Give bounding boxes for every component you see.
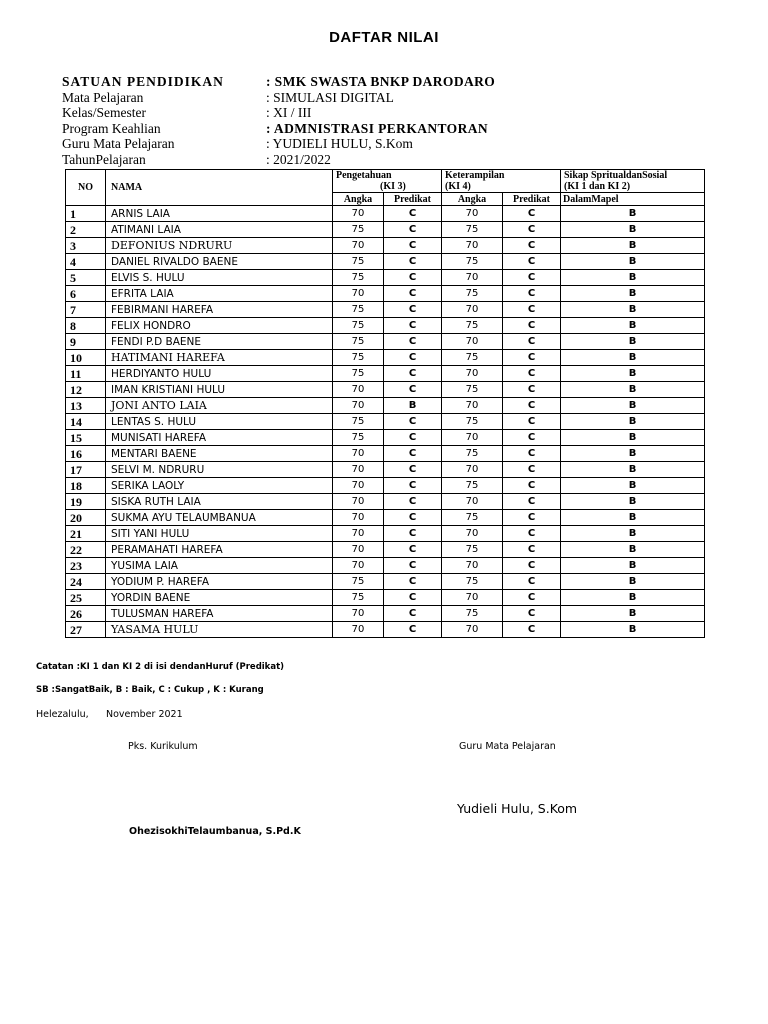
cell-keterampilan-angka: 75 [442,574,503,590]
cell-no: 8 [66,318,106,334]
note-legend: SB :SangatBaik, B : Baik, C : Cukup , K : Kurang [36,685,264,695]
cell-keterampilan-predikat: C [503,398,561,414]
table-row [66,414,705,430]
cell-no: 19 [66,494,106,510]
cell-sikap-predikat: B [561,414,705,430]
table-row [66,302,705,318]
cell-nama: MUNISATI HAREFA [106,430,333,446]
cell-no: 6 [66,286,106,302]
cell-pengetahuan-predikat: C [384,558,442,574]
info-row-satuan-pendidikan [62,74,495,90]
cell-sikap-predikat: B [561,270,705,286]
cell-sikap-predikat: B [561,398,705,414]
cell-pengetahuan-angka: 70 [333,606,384,622]
cell-keterampilan-predikat: C [503,334,561,350]
table-row [66,366,705,382]
cell-nama: ELVIS S. HULU [106,270,333,286]
cell-pengetahuan-angka: 70 [333,206,384,222]
sikap-label: Sikap SpritualdanSosial [564,170,668,181]
cell-keterampilan-angka: 70 [442,526,503,542]
cell-nama: PERAMAHATI HAREFA [106,542,333,558]
cell-pengetahuan-angka: 75 [333,574,384,590]
cell-pengetahuan-predikat: C [384,478,442,494]
cell-pengetahuan-angka: 75 [333,254,384,270]
cell-pengetahuan-angka: 70 [333,526,384,542]
cell-pengetahuan-predikat: C [384,414,442,430]
signing-place: Helezalulu, [36,709,89,720]
cell-pengetahuan-predikat: C [384,446,442,462]
cell-keterampilan-predikat: C [503,574,561,590]
cell-pengetahuan-angka: 75 [333,350,384,366]
cell-keterampilan-predikat: C [503,558,561,574]
col-header-pengetahuan [333,170,442,193]
cell-sikap-predikat: B [561,382,705,398]
cell-no: 18 [66,478,106,494]
cell-sikap-predikat: B [561,286,705,302]
cell-sikap-predikat: B [561,334,705,350]
cell-keterampilan-predikat: C [503,462,561,478]
cell-pengetahuan-angka: 75 [333,366,384,382]
table-row [66,526,705,542]
cell-keterampilan-predikat: C [503,590,561,606]
cell-pengetahuan-predikat: C [384,318,442,334]
info-label: SATUAN PENDIDIKAN [62,74,224,89]
cell-keterampilan-angka: 70 [442,558,503,574]
cell-no: 26 [66,606,106,622]
table-row [66,318,705,334]
table-row [66,350,705,366]
cell-nama: YORDIN BAENE [106,590,333,606]
cell-sikap-predikat: B [561,318,705,334]
left-signatory-title: Pks. Kurikulum [128,741,198,752]
cell-keterampilan-predikat: C [503,414,561,430]
col-header-no: NO [66,170,106,206]
cell-keterampilan-angka: 75 [442,222,503,238]
cell-pengetahuan-angka: 70 [333,558,384,574]
cell-no: 9 [66,334,106,350]
info-label: Program Keahlian [62,120,161,136]
cell-no: 1 [66,206,106,222]
cell-sikap-predikat: B [561,494,705,510]
cell-sikap-predikat: B [561,430,705,446]
info-value: : SIMULASI DIGITAL [266,89,394,105]
cell-sikap-predikat: B [561,222,705,238]
cell-sikap-predikat: B [561,606,705,622]
info-value: : YUDIELI HULU, S.Kom [266,136,413,151]
table-row [66,382,705,398]
cell-nama: IMAN KRISTIANI HULU [106,382,333,398]
cell-pengetahuan-predikat: C [384,222,442,238]
cell-nama: TULUSMAN HAREFA [106,606,333,622]
cell-pengetahuan-predikat: C [384,238,442,254]
cell-no: 27 [66,622,106,638]
note-catatan: Catatan :KI 1 dan KI 2 di isi dendanHuruf (Predikat) [36,662,285,672]
cell-pengetahuan-angka: 70 [333,494,384,510]
cell-no: 7 [66,302,106,318]
cell-nama: DANIEL RIVALDO BAENE [106,254,333,270]
cell-pengetahuan-angka: 75 [333,302,384,318]
cell-keterampilan-angka: 75 [442,542,503,558]
cell-nama: SITI YANI HULU [106,526,333,542]
cell-pengetahuan-predikat: C [384,542,442,558]
table-row [66,590,705,606]
cell-sikap-predikat: B [561,590,705,606]
cell-pengetahuan-predikat: C [384,590,442,606]
cell-pengetahuan-predikat: C [384,270,442,286]
school-info-block [62,74,495,167]
signing-date: November 2021 [106,709,183,720]
cell-no: 5 [66,270,106,286]
cell-nama: YASAMA HULU [106,622,333,638]
cell-no: 15 [66,430,106,446]
info-row-mata-pelajaran [62,90,495,106]
cell-pengetahuan-predikat: C [384,302,442,318]
cell-sikap-predikat: B [561,238,705,254]
cell-keterampilan-angka: 75 [442,510,503,526]
table-row [66,622,705,638]
table-row [66,478,705,494]
grades-table-body [66,206,705,638]
cell-nama: FELIX HONDRO [106,318,333,334]
cell-pengetahuan-angka: 70 [333,382,384,398]
cell-keterampilan-angka: 70 [442,494,503,510]
col-header-sikap [561,170,705,193]
table-row [66,510,705,526]
cell-nama: SUKMA AYU TELAUMBANUA [106,510,333,526]
cell-keterampilan-predikat: C [503,270,561,286]
cell-keterampilan-angka: 75 [442,478,503,494]
cell-keterampilan-angka: 75 [442,382,503,398]
table-row [66,222,705,238]
cell-keterampilan-angka: 70 [442,398,503,414]
cell-no: 22 [66,542,106,558]
cell-pengetahuan-predikat: C [384,254,442,270]
cell-keterampilan-angka: 75 [442,286,503,302]
cell-keterampilan-predikat: C [503,206,561,222]
info-row-tahun-pelajaran [62,152,495,168]
sub-header-angka: Angka [333,193,384,206]
cell-keterampilan-predikat: C [503,446,561,462]
cell-pengetahuan-angka: 70 [333,238,384,254]
cell-keterampilan-predikat: C [503,606,561,622]
cell-keterampilan-angka: 75 [442,254,503,270]
cell-pengetahuan-predikat: C [384,574,442,590]
cell-nama: EFRITA LAIA [106,286,333,302]
table-row [66,286,705,302]
cell-pengetahuan-predikat: C [384,366,442,382]
cell-keterampilan-angka: 70 [442,238,503,254]
cell-no: 20 [66,510,106,526]
sub-header-predikat: Predikat [503,193,561,206]
cell-nama: SELVI M. NDRURU [106,462,333,478]
cell-nama: ARNIS LAIA [106,206,333,222]
cell-pengetahuan-angka: 70 [333,622,384,638]
table-row [66,238,705,254]
cell-nama: SERIKA LAOLY [106,478,333,494]
cell-sikap-predikat: B [561,478,705,494]
cell-sikap-predikat: B [561,206,705,222]
info-row-kelas-semester [62,105,495,121]
table-row [66,462,705,478]
cell-pengetahuan-angka: 70 [333,446,384,462]
cell-nama: DEFONIUS NDRURU [106,238,333,254]
cell-sikap-predikat: B [561,574,705,590]
cell-no: 17 [66,462,106,478]
cell-keterampilan-predikat: C [503,222,561,238]
cell-keterampilan-angka: 75 [442,446,503,462]
info-label: Mata Pelajaran [62,89,144,105]
col-header-nama: NAMA [106,170,333,206]
table-row [66,574,705,590]
cell-keterampilan-predikat: C [503,286,561,302]
info-value: : SMK SWASTA BNKP DARODARO [266,74,496,89]
table-row [66,430,705,446]
cell-nama: FENDI P.D BAENE [106,334,333,350]
right-signatory-name: Yudieli Hulu, S.Kom [457,801,578,816]
cell-pengetahuan-angka: 70 [333,510,384,526]
cell-no: 25 [66,590,106,606]
cell-pengetahuan-predikat: C [384,350,442,366]
cell-pengetahuan-predikat: C [384,526,442,542]
cell-no: 3 [66,238,106,254]
table-row [66,446,705,462]
cell-nama: FEBIRMANI HAREFA [106,302,333,318]
info-row-program-keahlian [62,121,495,137]
info-row-guru-mata-pelajaran [62,136,495,152]
cell-keterampilan-angka: 70 [442,302,503,318]
cell-pengetahuan-angka: 70 [333,462,384,478]
cell-keterampilan-predikat: C [503,430,561,446]
cell-keterampilan-predikat: C [503,254,561,270]
cell-sikap-predikat: B [561,558,705,574]
cell-keterampilan-angka: 75 [442,414,503,430]
cell-pengetahuan-predikat: C [384,494,442,510]
cell-keterampilan-angka: 70 [442,366,503,382]
table-row [66,494,705,510]
grades-table [65,169,705,638]
cell-keterampilan-predikat: C [503,526,561,542]
cell-no: 2 [66,222,106,238]
cell-no: 16 [66,446,106,462]
cell-keterampilan-angka: 75 [442,350,503,366]
cell-keterampilan-predikat: C [503,318,561,334]
cell-pengetahuan-angka: 75 [333,270,384,286]
cell-pengetahuan-angka: 70 [333,478,384,494]
cell-keterampilan-predikat: C [503,366,561,382]
cell-nama: JONI ANTO LAIA [106,398,333,414]
cell-sikap-predikat: B [561,302,705,318]
cell-keterampilan-angka: 70 [442,462,503,478]
cell-no: 10 [66,350,106,366]
cell-no: 11 [66,366,106,382]
table-row [66,542,705,558]
cell-pengetahuan-predikat: C [384,206,442,222]
cell-keterampilan-predikat: C [503,382,561,398]
cell-sikap-predikat: B [561,622,705,638]
cell-pengetahuan-angka: 75 [333,590,384,606]
cell-pengetahuan-predikat: C [384,606,442,622]
info-value: : XI / III [266,105,312,120]
cell-keterampilan-predikat: C [503,542,561,558]
cell-keterampilan-predikat: C [503,350,561,366]
table-row [66,254,705,270]
cell-no: 23 [66,558,106,574]
info-label: Guru Mata Pelajaran [62,136,175,151]
cell-nama: HERDIYANTO HULU [106,366,333,382]
left-signatory-name: OhezisokhiTelaumbanua, S.Pd.K [129,826,301,837]
cell-pengetahuan-angka: 70 [333,398,384,414]
cell-keterampilan-predikat: C [503,238,561,254]
cell-pengetahuan-predikat: C [384,430,442,446]
keterampilan-label: Keterampilan [445,170,505,181]
cell-pengetahuan-angka: 75 [333,222,384,238]
sub-header-predikat: Predikat [384,193,442,206]
cell-pengetahuan-angka: 70 [333,286,384,302]
cell-keterampilan-angka: 70 [442,270,503,286]
cell-pengetahuan-predikat: C [384,286,442,302]
sikap-ki: (KI 1 dan KI 2) [564,181,631,192]
cell-pengetahuan-angka: 70 [333,542,384,558]
cell-nama: YUSIMA LAIA [106,558,333,574]
pengetahuan-label: Pengetahuan [336,170,392,181]
cell-keterampilan-angka: 75 [442,318,503,334]
cell-keterampilan-predikat: C [503,510,561,526]
cell-pengetahuan-predikat: C [384,462,442,478]
cell-pengetahuan-predikat: B [384,398,442,414]
cell-pengetahuan-predikat: C [384,382,442,398]
cell-no: 12 [66,382,106,398]
cell-no: 14 [66,414,106,430]
info-label: TahunPelajaran [62,151,146,167]
cell-keterampilan-angka: 70 [442,430,503,446]
table-row [66,606,705,622]
cell-sikap-predikat: B [561,254,705,270]
document-title: DAFTAR NILAI [329,29,439,46]
keterampilan-ki: (KI 4) [445,181,471,192]
cell-nama: HATIMANI HAREFA [106,350,333,366]
cell-keterampilan-predikat: C [503,478,561,494]
table-row [66,558,705,574]
pengetahuan-ki: (KI 3) [380,181,406,192]
sub-header-dalam-mapel: DalamMapel [561,193,705,206]
cell-pengetahuan-angka: 75 [333,318,384,334]
cell-no: 24 [66,574,106,590]
info-value: : 2021/2022 [266,151,331,167]
cell-pengetahuan-angka: 75 [333,430,384,446]
cell-pengetahuan-predikat: C [384,334,442,350]
cell-sikap-predikat: B [561,526,705,542]
cell-sikap-predikat: B [561,446,705,462]
cell-nama: SISKA RUTH LAIA [106,494,333,510]
cell-keterampilan-angka: 70 [442,206,503,222]
cell-no: 13 [66,398,106,414]
col-header-keterampilan [442,170,561,193]
table-row [66,206,705,222]
cell-keterampilan-angka: 70 [442,590,503,606]
cell-keterampilan-angka: 75 [442,606,503,622]
cell-pengetahuan-predikat: C [384,622,442,638]
info-label: Kelas/Semester [62,105,146,120]
cell-nama: ATIMANI LAIA [106,222,333,238]
right-signatory-title: Guru Mata Pelajaran [459,741,556,752]
cell-sikap-predikat: B [561,462,705,478]
cell-sikap-predikat: B [561,366,705,382]
table-row [66,334,705,350]
cell-no: 21 [66,526,106,542]
cell-pengetahuan-predikat: C [384,510,442,526]
cell-keterampilan-angka: 70 [442,334,503,350]
table-row [66,270,705,286]
cell-keterampilan-predikat: C [503,302,561,318]
sub-header-angka: Angka [442,193,503,206]
table-row [66,398,705,414]
cell-no: 4 [66,254,106,270]
cell-pengetahuan-angka: 75 [333,414,384,430]
cell-keterampilan-predikat: C [503,622,561,638]
cell-sikap-predikat: B [561,542,705,558]
cell-sikap-predikat: B [561,350,705,366]
cell-pengetahuan-angka: 75 [333,334,384,350]
cell-nama: MENTARI BAENE [106,446,333,462]
cell-keterampilan-predikat: C [503,494,561,510]
cell-sikap-predikat: B [561,510,705,526]
cell-nama: YODIUM P. HAREFA [106,574,333,590]
info-value: : ADMNISTRASI PERKANTORAN [266,120,489,136]
cell-nama: LENTAS S. HULU [106,414,333,430]
cell-keterampilan-angka: 70 [442,622,503,638]
